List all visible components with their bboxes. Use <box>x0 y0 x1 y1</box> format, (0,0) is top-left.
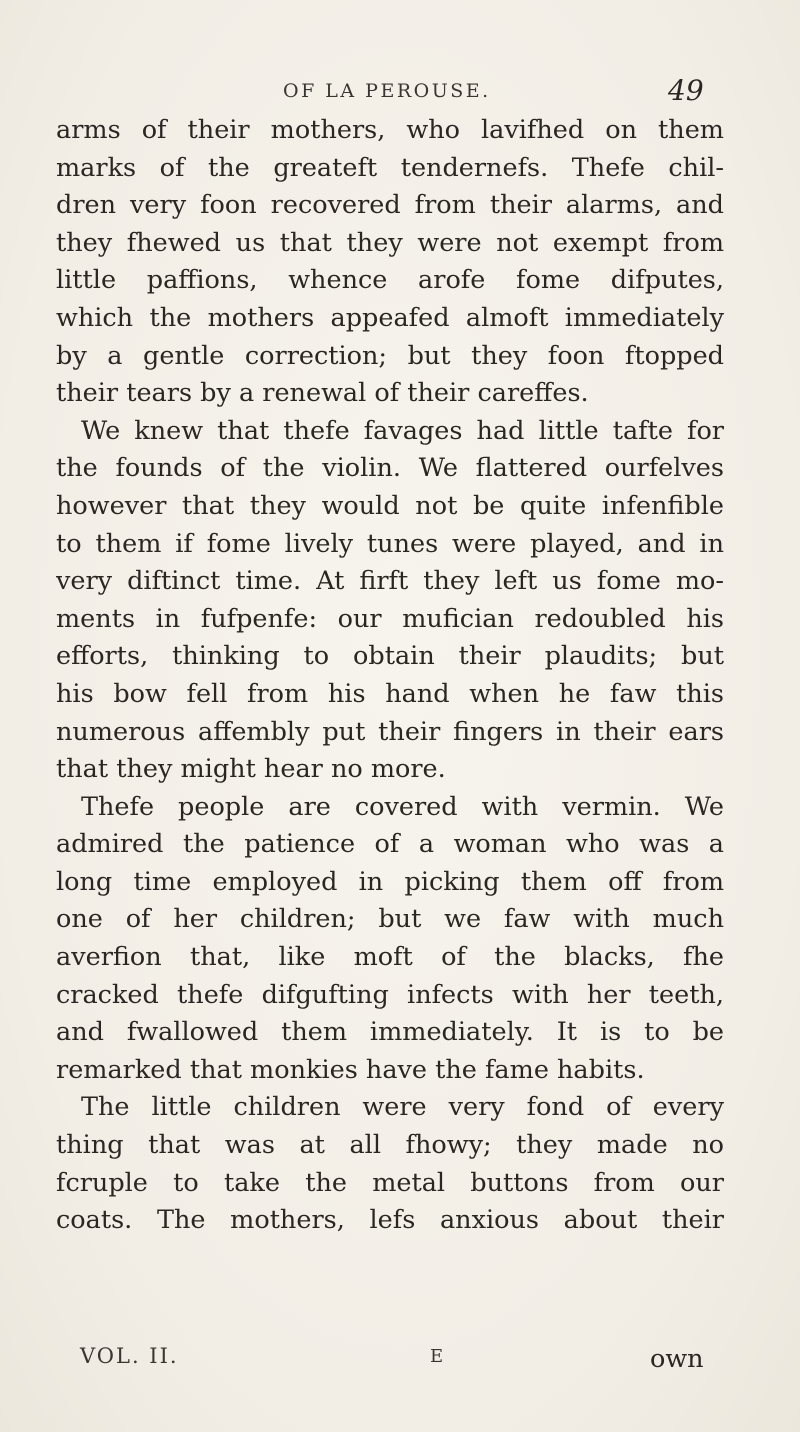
volume-signature: VOL. II. <box>80 1344 179 1368</box>
text-line: very diftinct time. At firft they left us fome mo- <box>56 566 724 597</box>
running-head <box>0 74 800 114</box>
text-line: fcruple to take the metal buttons from our <box>56 1167 724 1198</box>
text-line: cracked thefe difgufting infects with her teeth, <box>56 979 724 1010</box>
text-line: admired the patience of a woman who was a <box>56 829 724 860</box>
paragraph-start-line: The little children were very fond of every <box>81 1092 724 1123</box>
text-line: however that they would not be quite infenfible <box>56 490 724 521</box>
page-number: 49 <box>668 74 704 107</box>
text-line: long time employed in picking them off from <box>56 866 724 897</box>
text-line: to them if fome lively tunes were played, and in <box>56 528 724 559</box>
catchword: own <box>650 1344 704 1374</box>
text-line: coats. The mothers, lefs anxious about their <box>56 1205 724 1236</box>
text-line: numerous affembly put their fingers in their ears <box>56 716 724 747</box>
text-line: dren very foon recovered from their alarms, and <box>56 190 724 221</box>
text-line: their tears by a renewal of their careffes. <box>56 378 589 409</box>
text-line: efforts, thinking to obtain their plaudits; but <box>56 641 724 672</box>
text-line: the founds of the violin. We flattered ourfelves <box>56 453 724 484</box>
text-line: little paffions, whence arofe fome difputes, <box>56 265 724 296</box>
text-line: arms of their mothers, who lavifhed on them <box>56 115 724 145</box>
running-title: OF LA PEROUSE. <box>283 80 491 102</box>
body-text <box>56 112 724 1240</box>
text-line: marks of the greateft tendernefs. Thefe chil- <box>56 152 724 183</box>
paragraph-start-line: We knew that thefe favages had little tafte for <box>81 415 724 446</box>
page-footer <box>0 1340 800 1380</box>
text-line: thing that was at all fhowy; they made no <box>56 1130 724 1161</box>
text-line: his bow fell from his hand when he faw this <box>56 678 724 709</box>
text-line: and fwallowed them immediately. It is to be <box>56 1017 724 1048</box>
text-line: averfion that, like moft of the blacks, fhe <box>56 942 724 973</box>
text-line: remarked that monkies have the fame habits. <box>56 1054 645 1085</box>
text-line: by a gentle correction; but they foon ftopped <box>56 340 724 371</box>
text-line: that they might hear no more. <box>56 754 446 785</box>
signature-mark: E <box>430 1346 444 1367</box>
text-line: which the mothers appeafed almoft immediately <box>56 302 724 333</box>
text-line: they fhewed us that they were not exempt from <box>56 227 724 258</box>
text-line: ments in fufpenfe: our mufician redoubled his <box>56 603 724 634</box>
text-line: one of her children; but we faw with much <box>56 904 724 935</box>
paragraph-start-line: Thefe people are covered with vermin. We <box>81 791 724 822</box>
